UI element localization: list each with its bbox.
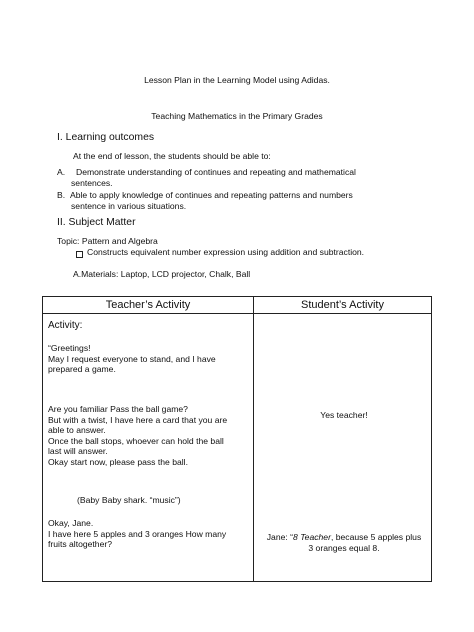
student-reply-jane	[254, 532, 434, 543]
topic-bullet-text: Constructs equivalent number expression using addition and subtraction.	[87, 247, 365, 257]
teacher-game-line: Okay start now, please pass the ball.	[48, 457, 188, 467]
student-reply-yes: Yes teacher!	[320, 410, 368, 420]
doc-title: Lesson Plan in the Learning Model using Adidas.	[144, 75, 330, 85]
teacher-greet-line: May I request everyone to stand, and I have	[48, 353, 216, 364]
teacher-question-line: I have here 5 apples and 3 oranges How many	[48, 528, 227, 539]
reply-prefix: Jane: “	[266, 532, 294, 542]
section-heading-learning-outcomes: I. Learning outcomes	[57, 132, 155, 143]
doc-subtitle: Teaching Mathematics in the Primary Grades	[151, 111, 323, 121]
outcome-a-line2: sentences.	[71, 178, 113, 188]
student-reply-jane-line2: 3 oranges equal 8.	[308, 542, 380, 553]
teacher-game-line: able to answer.	[48, 425, 106, 436]
outcome-b-marker: B.	[57, 190, 66, 200]
outcome-a-line1: Demonstrate understanding of continues and repeating and mathematical	[76, 167, 356, 177]
teacher-greet-line: prepared a game.	[48, 364, 116, 375]
teacher-question-line: fruits altogether?	[48, 539, 113, 550]
learning-intro: At the end of lesson, the students should be able to:	[73, 151, 271, 161]
checkbox-bullet-icon	[76, 251, 83, 258]
outcome-a-marker: A.	[57, 167, 66, 177]
reply-answer: 8 Teacher	[293, 532, 331, 542]
section-heading-subject-matter: II. Subject Matter	[57, 217, 136, 228]
teacher-game-line: Once the ball stops, whoever can hold the ball	[48, 435, 224, 446]
teacher-game-line: last will answer.	[48, 446, 108, 457]
student-activity-cell	[254, 314, 432, 582]
header-teacher-activity: Teacher’s Activity	[43, 297, 254, 314]
activity-table	[42, 296, 432, 582]
table-header-row	[43, 297, 432, 314]
topic-line: Topic: Pattern and Algebra	[57, 236, 158, 246]
table-row	[43, 314, 432, 582]
header-student-activity: Student’s Activity	[254, 297, 432, 314]
teacher-activity-cell	[43, 314, 254, 582]
teacher-question-line: Okay, Jane.	[48, 518, 94, 528]
materials-line: A.Materials: Laptop, LCD projector, Chalk, Ball	[73, 269, 251, 279]
outcome-b-line2: sentence in various situations.	[71, 201, 187, 211]
outcome-b-line1: Able to apply knowledge of continues and repeating patterns and numbers	[70, 190, 353, 200]
activity-label: Activity:	[48, 320, 83, 331]
teacher-game-line: But with a twist, I have here a card that you are	[48, 414, 228, 425]
teacher-greet-line: “Greetings!	[48, 343, 91, 353]
reply-rest: , because 5 apples plus	[330, 532, 422, 542]
teacher-game-line: Are you familiar Pass the ball game?	[48, 404, 188, 414]
music-cue: (Baby Baby shark. “music”)	[77, 495, 181, 505]
